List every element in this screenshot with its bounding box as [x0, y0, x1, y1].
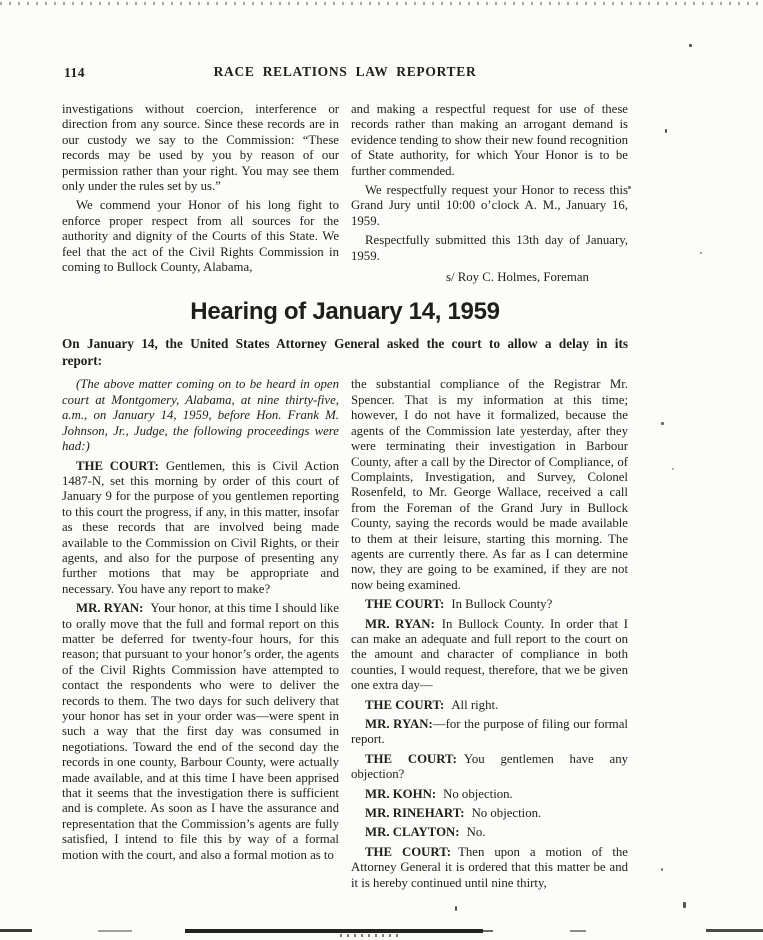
- scan-bottom-artifact: [483, 930, 493, 932]
- speaker-label: THE COURT:: [76, 458, 159, 473]
- transcript-paragraph: MR. CLAYTON: No.: [365, 825, 486, 840]
- transcript-paragraph: MR. KOHN: No objection.: [365, 786, 513, 801]
- paragraph: We commend your Honor of his long fight to enforce proper respect from all sources for the authority and dignity of the Courts of this State. We feel that the act of the Civil Rights Commission in coming to Bullock County, Alabama,: [62, 198, 339, 275]
- scan-speck: [661, 422, 664, 425]
- speaker-label: THE COURT:: [365, 697, 445, 712]
- speaker-label: MR. RYAN:: [365, 616, 435, 631]
- scan-speck: [628, 186, 631, 189]
- journal-title: RACE RELATIONS LAW REPORTER: [213, 64, 477, 79]
- transcript-paragraph: THE COURT: In Bullock County?: [365, 597, 553, 612]
- scan-speck: [455, 906, 457, 911]
- scan-bottom-artifact: [185, 929, 483, 933]
- scan-speck: [661, 868, 663, 871]
- speaker-label: MR. CLAYTON:: [365, 825, 460, 840]
- paragraph: s/ Roy C. Holmes, Foreman: [446, 270, 589, 285]
- speaker-label: THE COURT:: [365, 844, 452, 859]
- right-column: [351, 102, 628, 285]
- scan-bottom-artifact: [706, 929, 763, 932]
- scan-bottom-artifact: [570, 930, 586, 932]
- transcript-paragraph: MR. RYAN:—for the purpose of filing our formal report.: [351, 717, 628, 747]
- grand-jury-statement-continued: [62, 102, 628, 285]
- scan-speck: [665, 129, 667, 133]
- right-column: [351, 377, 628, 891]
- speaker-label: MR. KOHN:: [365, 786, 437, 801]
- scan-bottom-artifact: [98, 930, 132, 932]
- transcript-paragraph: THE COURT: You gentlemen have any objection?: [351, 751, 628, 782]
- paragraph: We respectfully request your Honor to recess this Grand Jury until 10:00 o’clock A. M., January 16, 1959.: [351, 183, 628, 228]
- left-column: [62, 377, 339, 891]
- scan-bottom-artifact: [340, 934, 400, 937]
- transcript-paragraph: MR. RYAN: In Bullock County. In order that I can make an adequate and full report to the court on the amount and character of compliance in both counties, I would request, therefore, that we be given one extra day—: [351, 616, 628, 693]
- transcript-paragraph: THE COURT: Then upon a motion of the Attorney General it is ordered that this matter be and it is hereby continued until nine thirty,: [351, 844, 628, 890]
- left-column: [62, 102, 339, 285]
- paragraph: and making a respectful request for use of these records rather than making an arrogant demand is evidence tending to show their new found recognition of State authority, for which Your Honor is to be further commended.: [351, 102, 628, 178]
- paragraph: (The above matter coming on to be heard in open court at Montgomery, Alabama, at nine thirty-five, a.m., on January 14, 1959, before Hon. Frank M. Johnson, Jr., Judge, the following proceedings were had:): [62, 377, 339, 454]
- hearing-transcript: [62, 377, 628, 891]
- transcript-paragraph: THE COURT: Gentlemen, this is Civil Action 1487-N, set this morning by order of this court of January 9 for the purpose of you gentlemen reporting to this court the progress, if any, in this matter, insofar as these records that are involved being made available to the Commission on Civil Rights, or their agents, and also for the purpose of presenting any further motions that may be appropriate and necessary. You have any report to make?: [62, 458, 339, 596]
- scan-speck: [672, 468, 674, 470]
- speaker-label: MR. RYAN:: [76, 601, 144, 616]
- transcript-paragraph: THE COURT: All right.: [365, 697, 499, 712]
- scan-speck: [689, 44, 692, 47]
- page-number: 114: [64, 65, 86, 80]
- paragraph: the substantial compliance of the Registrar Mr. Spencer. That is my information at this time; however, I do not have it formalized, because the agents of the Commission late yesterday, after they were terminating their investigation in Barbour County, after a call by the Director of Compliance, of Complaints, Investigation, and Survey, Colonel Rosenfeld, to Mr. George Wallace, received a call from the Foreman of the Grand Jury in Bullock County, saying the records would be made available to them at their leisure, starting this morning. The agents are currently there. As far as I can determine now, they are going to be examined, if they are not now being examined.: [351, 377, 628, 592]
- speaker-label: MR. RYAN:: [365, 717, 433, 731]
- transcript-paragraph: MR. RYAN: Your honor, at this time I should like to orally move that the full and formal report on this matter be deferred for twenty-four hours, for this reason; that pursuant to your honor’s order, the agents of the Civil Rights Commission have attempted to contact the respondents who were to deliver the records to them. The two days for such delivery that your honor has set in your order was—were spent in such a way that the first day was consumed in negotiations. Toward the end of the second day the records in one county, Barbour County, were actually made available, and at this time I have been apprised that it seems that the investigation there is sufficient and is complete. As soon as I have the assurance and representation that the Commission’s agents are fully satisfied, I intend to file this by way of a formal motion with the court, and also a formal motion as to: [62, 601, 339, 862]
- page-content: [62, 0, 628, 891]
- transcript-paragraph: MR. RINEHART: No objection.: [365, 806, 542, 821]
- paragraph: investigations without coercion, interference or direction from any source. Since these records are in our custody we say to the Commission: “These records may be used by you by reason of our permission rather than your right. You may see them only under the rules set by us.”: [62, 102, 339, 194]
- paragraph: Respectfully submitted this 13th day of January, 1959.: [351, 233, 628, 263]
- running-header: [62, 64, 628, 82]
- scan-speck: [700, 252, 702, 254]
- scan-bottom-artifact: [0, 929, 32, 932]
- speaker-label: THE COURT:: [365, 597, 445, 612]
- speaker-label: MR. RINEHART:: [365, 806, 465, 821]
- scan-speck: [683, 902, 686, 908]
- hearing-lede: On January 14, the United States Attorney General asked the court to allow a delay in its report:: [62, 336, 628, 368]
- speaker-label: THE COURT:: [365, 751, 457, 766]
- hearing-title: Hearing of January 14, 1959: [190, 298, 500, 326]
